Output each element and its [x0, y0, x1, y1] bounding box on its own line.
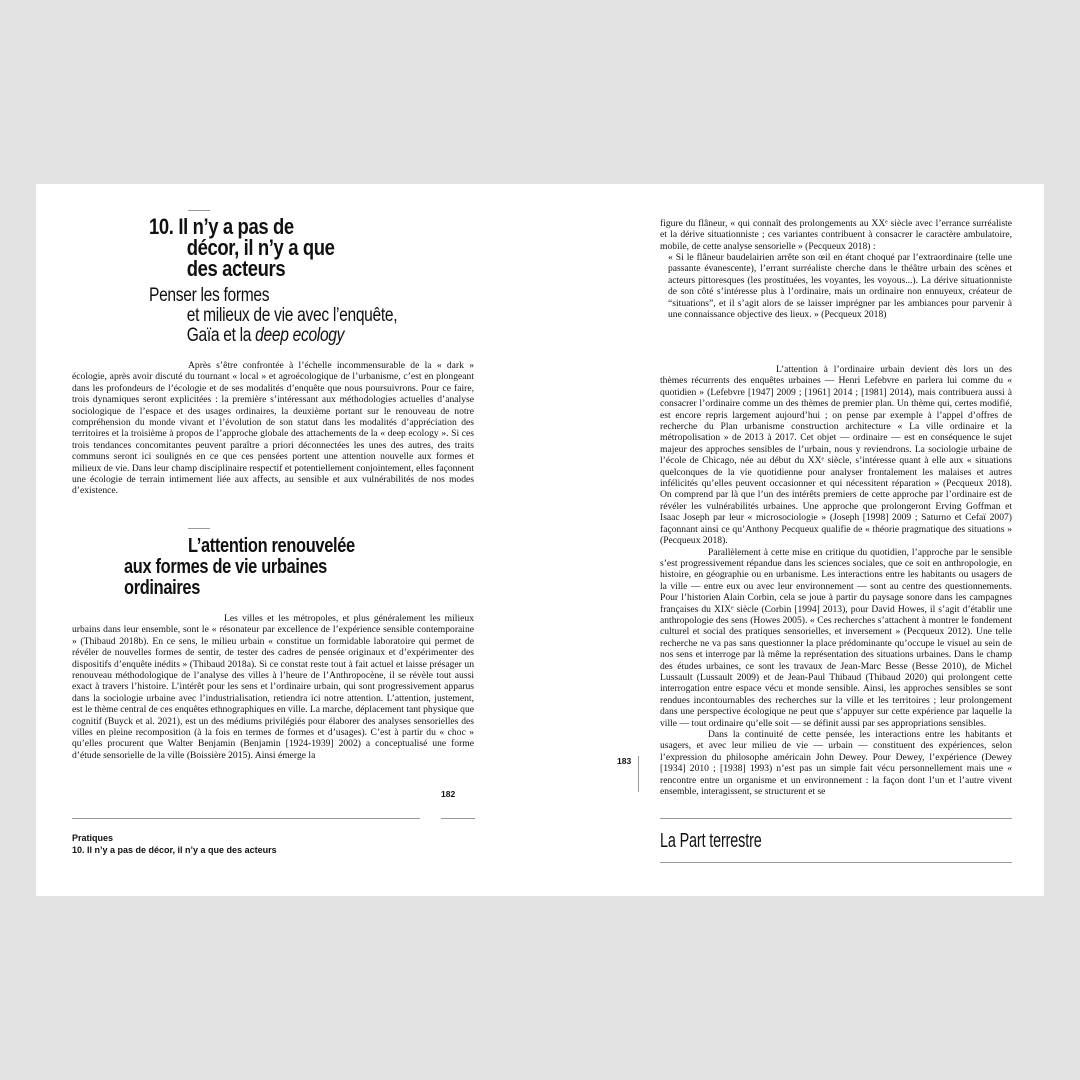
left-page [36, 184, 540, 896]
chapter-title-line-1: Il n’y a pas de [178, 214, 294, 239]
block-quote: « Si le flâneur baudelairien arrête son œil en étant choqué par l’extraordinaire (telle une passante évanescente), l’errant surréaliste cherche dans le théâtre urbain des scènes et acteurs pittoresques (les prostituées, les voyantes, les voyous...). La dérive situationniste de son côté s’intéresse plus à l’ordinaire, mais un ordinaire non ennuyeux, créateur de “situations”, et il s’agit alors de se laisser imprégner par les ambiances pour parvenir à une connaissance objective des lieux. » (Pecqueux 2018) [668, 252, 1012, 321]
footer-rule-right-bottom [660, 862, 1012, 863]
right-paragraph-4: Dans la continuité de cette pensée, les interactions entre les habitants et usagers, et avec leur milieu de vie — urbain — constituent des expériences, selon l’expression du philosophe américain John Dewey. Pour Dewey, l’expérience (Dewey [1934] 2010 ; [1938] 1993) n’est pas un simple fait vécu personnellement mais une « rencontre entre un organisme et un environnement : la façon dont l’un et l’autre vivent ensemble, interagissent, se structurent et se [660, 729, 1012, 798]
chapter-title-line-3: des acteurs [186, 256, 286, 281]
chapter-rule [188, 210, 210, 211]
chapter-subtitle-line-3: Gaïa et la [186, 325, 256, 346]
chapter-title-line-2: décor, il n’y a que [186, 235, 335, 260]
page-number-left: 182 [441, 789, 456, 799]
section-paragraph: Les villes et les métropoles, et plus généralement les milieux urbains dans leur ensemble, sont le « résonateur par excellence de l’expérience sensible contemporaine » (Thibaud 2018b). En ce sens, le milieu urbain « constitue un formidable laboratoire qui permet de révéler de nouvelles formes de sentir, de tester des cadres de pensée originaux et d’expérimenter des dispositifs d’enquête inédits » (Thibaud 2018a). Si ce constat reste tout à fait actuel et laisse présager un renouveau méthodologique de l’analyse des villes à l’heure de l’Anthropocène, il se révèle tout aussi exact à travers l’histoire. L’intérêt pour les sens et l’ordinaire urbain, qui sont progressivement apparus dans la sociologie urbaine avec l’industrialisation, retiendra ici notre attention. L’attention, justement, est le thème central de ces enquêtes ethnographiques en ville. La marche, déplacement tant physique que cognitif (Buyck et al. 2021), est un des médiums privilégiés pour élaborer des analyses sensorielles des villes en pleine recomposition (à la fois en termes de formes et d’usages). C’est à partir du « choc » qu’elles procurent que Walter Benjamin (Benjamin [1924-1939] 2002) a conceptualisé une forme d’étude sensorielle de la ville (Boissière 2015). Ainsi émerge la [72, 613, 474, 761]
section-title [124, 536, 386, 599]
chapter-subtitle-line-1: Penser les formes [149, 285, 270, 306]
folio-rule-right [638, 756, 639, 792]
folio-rule-left [441, 818, 475, 819]
running-footer [72, 832, 277, 856]
section-title-line-3: ordinaires [124, 577, 201, 599]
section-title-line-1: L’attention renouvelée [187, 535, 355, 557]
page-number-right: 183 [617, 756, 632, 766]
right-body [660, 364, 1012, 797]
right-page [540, 184, 1044, 896]
right-paragraph-1: figure du flâneur, « qui connaît des prolongements au XXᵉ siècle avec l’errance surréaliste et la dérive situationniste ; ces variantes contribuent à consacrer le caractère ambulatoire, mobile, de cette analyse sensorielle » (Pecqueux 2018) : [660, 218, 1012, 252]
brand-title: La Part terrestre [660, 830, 762, 852]
footer-rule-right-top [660, 818, 1012, 819]
running-chapter: 10. Il n’y a pas de décor, il n’y a que des acteurs [72, 845, 277, 855]
chapter-subtitle-italic: deep ecology [255, 325, 345, 346]
footer-rule-left [72, 818, 420, 819]
chapter-subtitle [149, 286, 452, 346]
right-paragraph-3: Parallèlement à cette mise en critique du quotidien, l’approche par le sensible s’est progressivement répandue dans les sciences sociales, que ce soit en anthropologie, en histoire, en géographie ou en urbanisme. Les interactions entre les habitants ou usagers de la ville — entre eux ou avec leur environnement — sont au centre des questionnements. Pour l’historien Alain Corbin, cela se joue à partir du paysage sonore dans les campagnes françaises du XIXᵉ siècle (Corbin [1994] 2013), pour David Howes, il s’agit d’établir une anthropologie des sens (Howes 2005). « Ces recherches s’attachent à montrer le fondement culturel et social des pratiques sensorielles, et inversement » (Pecqueux 2012). Une telle recherche ne va pas sans questionner la place prédominante qu’occupe le visuel au sein de nos sens et interroge par là même la représentation des situations urbaines. Dans le champ des études urbaines, ce sont les travaux de Jean-Marc Besse (Besse 2010), de Michel Lussault (Lussault 2009) et de Jean-Paul Thibaud (Thibaud 2020) qui prolongent cette interrogation entre espace vécu et monde sensible. Ainsi, les approches sensibles se sont rendues incontournables des recherches sur la ville et les territoires ; leur prolongement dans une perspective écologique ne peut que s’appuyer sur cette expérience par laquelle la ville — tout ordinaire qu’elle soit — se définit aussi par ses appropriations sensibles. [660, 546, 1012, 729]
intro-paragraph: Après s’être confrontée à l’échelle incommensurable de la « dark » écologie, après avoir discuté du tournant « local » et agroécologique de l’urbanisme, c’est en plongeant dans les profondeurs de l’écologie et de ses modalités d’enquête que nous poursuivrons. Pour ce faire, trois dynamiques seront explicitées : la première s’intéressant aux méthodologies actuelles d’analyse sociologique de l’espace et des usages ordinaires, la deuxième portant sur le renouveau de notre compréhension du monde vivant et l’évolution de son statut dans les modalités d’appréciation des territoires et la troisième à propos de l’approche globale des attachements de la « deep ecology ». Si ces trois tendances concomitantes peuvent paraître a priori déconnectées les unes des autres, des traits communs seront ici soulignés en ce que ces pensées portent une attention nouvelle aux formes et milieux de vie. Dans leur champ disciplinaire respectif et potentiellement conjointement, elles façonnent une écologie de terrain intimement liée aux affects, au sensible et aux vulnérabilités de nos modes d’existence. [72, 360, 474, 497]
chapter-subtitle-line-2: et milieux de vie avec l’enquête, [186, 305, 398, 326]
section-title-line-2: aux formes de vie urbaines [124, 556, 327, 578]
running-section: Pratiques [72, 833, 114, 843]
section-rule [188, 528, 210, 529]
chapter-number: 10. [149, 214, 174, 239]
chapter-title [149, 216, 420, 279]
right-paragraph-2: L’attention à l’ordinaire urbain devient dès lors un des thèmes récurrents des enquêtes urbaines — Henri Lefebvre en parlera lui comme du « quotidien » (Lefebvre [1947] 2009 ; [1961] 2014 ; [1981] 2014), mais contribuera aussi à consacrer l’ordinaire comme un des thèmes de premier plan. Un thème qui, certes modifié, est encore repris largement aujourd’hui ; on pense par exemple à l’appel d’offres de recherche du Plan urbanisme construction architecture « La ville ordinaire et la métropolisation » de 2013 à 2017. Cet objet — ordinaire — est en conséquence le sujet majeur des approches sensibles de l’urbain, nous y reviendrons. La sociologie urbaine de l’école de Chicago, née au début du XXᵉ siècle, s’intéresse quant à elle aux « situations quelconques de la vie quotidienne pour analyser frontalement les malaises et autres infélicités qu’elles peuvent occasionner et qui nécessitent réparation » (Pecqueux 2018). On comprend par là que l’un des intérêts premiers de cette approche par l’ordinaire est de révéler les vulnérabilités urbaines. Une approche que prolongeront Erving Goffman et Isaac Joseph par leur « microsociologie » (Joseph [1998] 2009 ; Saturno et Cefaï 2007) façonnant ainsi ce qu’Anthony Pecqueux qualifie de « théorie pragmatique des situations » (Pecqueux 2018). [660, 364, 1012, 547]
